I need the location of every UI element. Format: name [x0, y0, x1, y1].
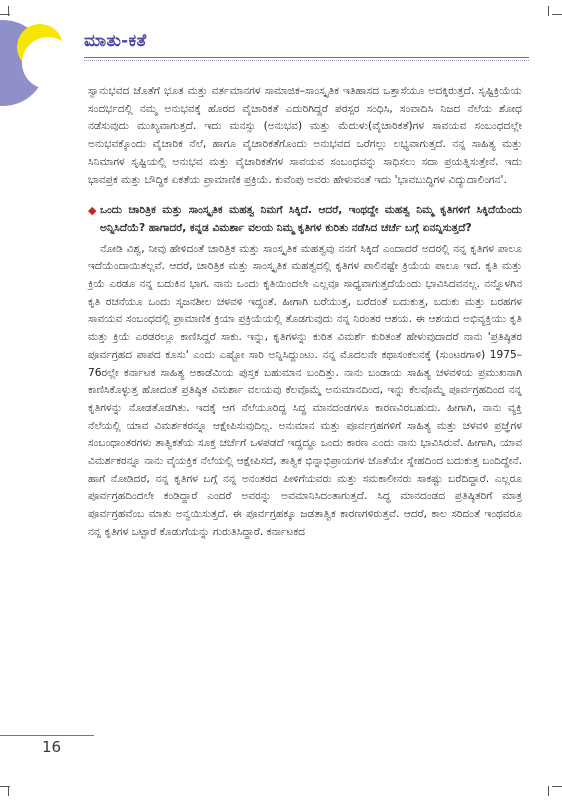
- crop-mark: [552, 786, 562, 787]
- page-number: 16: [42, 738, 62, 756]
- crop-mark: [548, 786, 549, 796]
- crop-mark: [552, 14, 562, 15]
- footer-divider: [0, 735, 94, 736]
- header-decoration-circle-white: [22, 37, 74, 89]
- crop-mark: [8, 786, 9, 796]
- section-title: ಮಾತು-ಕತೆ: [84, 31, 147, 51]
- crop-mark: [0, 786, 10, 787]
- body-paragraph: ಸ್ವಾನುಭವದ ಜೊತೆಗೆ ಭೂತ ಮತ್ತು ವರ್ತಮಾನಗಳ ಸಾಮಾಜಿಕ–ಸಾಂಸ್ಕೃತಿಕ ಇತಿಹಾಸದ ಒತ್ತಾಸೆಯೂ ಅದಕ್ಕಿರುತ್ತದೆ. ಸೃಷ್ಟಿಕ್ರಿಯೆಯ ಸಂದರ್ಭದಲ್ಲಿ ನಮ್ಮ ಅನುಭವಕ್ಕೆ ಹೊರದ ವೈಚಾರಿಕತೆ ಎದುರಿಗಿದ್ದರೆ ಪರಸ್ಪರ ಸಂಧಿಸಿ, ಸಂವಾದಿಸಿ ನಿಜದ ನೆಲೆಯ ಶೋಧ ನಡೆಸುವುದು ಮುಖ್ಯವಾಗುತ್ತದೆ. ಇದು ಮನಸ್ಸು (ಅನುಭವ) ಮತ್ತು ಮೆದುಳು(ವೈಚಾರಿಕತೆ)ಗಳ ಸಾವಯವ ಸಂಬಂಧದಲ್ಲೇ ಅನುಭವಕ್ಕೊಂದು ವೈಚಾರಿಕ ನೆಲೆ, ಹಾಗೂ ವೈಚಾರಿಕತೆಗೊಂದು ಅನುಭವದ ಒರೆಗಲ್ಲು ಲಭ್ಯವಾಗುತ್ತದೆ. ನನ್ನ ಸಾಹಿತ್ಯ ಮತ್ತು ಸಿನಿಮಾಗಳ ಸೃಷ್ಟಿಯಲ್ಲಿ ಅನುಭವ ಮತ್ತು ವೈಚಾರಿಕತೆಗಳ ಸಾವಯವ ಸಂಬಂಧವನ್ನು ಸಾಧಿಸಲು ಸದಾ ಪ್ರಯತ್ನಿಸುತ್ತೇನೆ. ಇದು ಭಾವಪ್ರಕ ಮತ್ತು ಬೌದ್ಧಿಕ ಏಕತೆಯ ಪ್ರಾಮಾಣಿಕ ಪ್ರಕ್ರಿಯೆ. ಕುವೆಂಪು ಅವರು ಹೇಳುವಂತೆ ಇದು 'ಭಾವಬುದ್ಧಿಗಳ ವಿದ್ಯುದಾಲಿಂಗನ'.: [88, 85, 522, 186]
- header-divider: [84, 57, 529, 58]
- header-divider-dotted: [84, 60, 529, 61]
- crop-mark: [548, 6, 549, 16]
- interview-answer: ನೋಡಿ ವಿಶ್ವ, ನೀವು ಹೇಳಿದಂತೆ ಚಾರಿತ್ರಿಕ ಮತ್ತು ಸಾಂಸ್ಕೃತಿಕ ಮಹತ್ವವು ನನಗೆ ಸಿಕ್ಕಿದೆ ಎಂದಾದರೆ ಅದರಲ್ಲಿ ನನ್ನ ಕೃತಿಗಳ ಪಾಲೂ ಇದೆಯೆಂದಾಯಿತಲ್ಲವೆ. ಆದರೆ, ಚಾರಿತ್ರಿಕ ಮತ್ತು ಸಾಂಸ್ಕೃತಿಕ ಮಹತ್ವದಲ್ಲಿ ಕೃತಿಗಳ ಪಾಲಿನಷ್ಟೇ ಕ್ರಿಯೆಯ ಪಾಲೂ ಇದೆ. ಕೃತಿ ಮತ್ತು ಕ್ರಿಯೆ ಎರಡೂ ನನ್ನ ಬದುಕಿನ ಭಾಗ. ನಾನು ಒಂದು ಕೃತಿಯಿಂದಲೇ ಎಲ್ಲವೂ ಸಾಧ್ಯವಾಗುತ್ತದೆಯೆಂದು ಭಾವಿಸಿದವನಲ್ಲ. ನನ್ನೊಳಗಿನ ಕೃತಿ ರಚನೆಯೂ ಒಂದು ಸೃಜನಶೀಲ ಚಳವಳಿ ಇದ್ದಂತೆ. ಹೀಗಾಗಿ ಬರೆಯುತ್ತ, ಬರೆದಂತೆ ಬದುಕುತ್ತ, ಬದುಕು ಮತ್ತು ಬರಹಗಳ ಸಾವಯವ ಸಂಬಂಧದಲ್ಲಿ ಪ್ರಾಮಾಣಿಕ ಕ್ರಿಯಾ ಪ್ರಕ್ರಿಯೆಯಲ್ಲಿ ತೊಡಗುವುದು ನನ್ನ ನಿರಂತರ ಆಶಯ. ಈ ಆಶಯದ ಅಭಿವ್ಯಕ್ತಿಯು ಕೃತಿ ಮತ್ತು ಕ್ರಿಯೆ ಎರಡರಲ್ಲೂ ಕಾಣಿಸಿದ್ದರೆ ಸಾಕು. ಇನ್ನು, ಕೃತಿಗಳನ್ನು ಕುರಿತ ವಿಮರ್ಶೆ ಕುರಿತಂತೆ ಹೇಳುವುದಾದರೆ ನಾನು 'ಪ್ರತಿಷ್ಠಿತರ ಪೂರ್ವಗ್ರಹದ ಪಾಪದ ಕೂಸು' ಎಂದು ಎಷ್ಟೋ ಸಾರಿ ಅನ್ನಿಸಿದ್ದುಂಟು. ನನ್ನ ಮೊದಲನೇ ಕಥಾಸಂಕಲನಕ್ಕೆ (ಸುಂಟರಗಾಳಿ) 1975–76ರಲ್ಲೇ ಕರ್ನಾಟಕ ಸಾಹಿತ್ಯ ಅಕಾಡೆಮಿಯ ಪುಸ್ತಕ ಬಹುಮಾನ ಬಂದಿತ್ತು. ನಾನು ಬಂಡಾಯ ಸಾಹಿತ್ಯ ಚಳವಳಿಯ ಪ್ರಮುಖನಾಗಿ ಕಾಣಿಸಿಕೊಳ್ಳುತ್ತ ಹೋದಂತೆ ಪ್ರತಿಷ್ಠಿತ ವಿಮರ್ಶಾ ವಲಯವು ಕೆಲವೊಮ್ಮೆ ಅನುಮಾನದಿಂದ, ಇನ್ನು ಕೆಲವೊಮ್ಮೆ ಪೂರ್ವಗ್ರಹದಿಂದ ನನ್ನ ಕೃತಿಗಳನ್ನು ನೋಡತೊಡಗಿತು. ಇದಕ್ಕೆ ಆಗ ನೆಲೆಯೂರಿದ್ದ ಸಿದ್ಧ ಮಾನದಂಡಗಳೂ ಕಾರಣವಿರಬಹುದು. ಹೀಗಾಗಿ, ನಾನು ವ್ಯಕ್ತಿ ನೆಲೆಯಲ್ಲಿ ಯಾವ ವಿಮರ್ಶಕರನ್ನೂ ಆಕ್ಷೇಪಿಸುವುದಿಲ್ಲ. ಅನುಮಾನ ಮತ್ತು ಪೂರ್ವಗ್ರಹಗಳಿಗೆ ಸಾಹಿತ್ಯ ಮತ್ತು ಚಳವಳಿ ಪ್ರಜ್ಞೆಗಳ ಸಂಬಂಧಾಂತರಗಳು ತಾತ್ವಿಕತೆಯ ಸೂಕ್ತ ಚರ್ಚೆಗೆ ಒಳಪಡದೆ ಇದ್ದದ್ದೂ ಒಂದು ಕಾರಣ ಎಂದು ನಾನು ಭಾವಿಸಿರುವೆ. ಹೀಗಾಗಿ, ಯಾವ ವಿಮರ್ಶಕರನ್ನೂ ನಾನು ವೈಯಕ್ತಿಕ ನೆಲೆಯಲ್ಲಿ ಆಕ್ಷೇಪಿಸದೆ, ತಾತ್ವಿಕ ಭಿನ್ನಾಭಿಪ್ರಾಯಗಳ ಜೊತೆಯೇ ಸ್ನೇಹದಿಂದ ಬದುಕುತ್ತ ಬಂದಿದ್ದೇನೆ. ಹಾಗೆ ನೋಡಿದರೆ, ನನ್ನ ಕೃತಿಗಳ ಬಗ್ಗೆ ನನ್ನ ಅನಂತರದ ಪೀಳಿಗೆಯವರು ಮತ್ತು ಸಮಕಾಲೀನರು ಸಾಕಷ್ಟು ಬರೆದಿದ್ದಾರೆ. ಎಲ್ಲರೂ ಪೂರ್ವಗ್ರಹದಿಂದಲೇ ಕಂಡಿದ್ದಾರೆ ಎಂದರೆ ಅವರನ್ನು ಅವಮಾನಿಸಿದಂತಾಗುತ್ತದೆ. ಸಿದ್ಧ ಮಾನದಂಡದ ಪ್ರತಿಷ್ಠಿತರಿಗೆ ಮಾತ್ರ ಪೂರ್ವಗ್ರಹವೆಂಬ ಮಾತು ಅನ್ವಯಿಸುತ್ತದೆ. ಈ ಪೂರ್ವಗ್ರಹಕ್ಕೂ ಜಡತಾತ್ವಿಕ ಕಾರಣಗಳಿರುತ್ತವೆ. ಆದರೆ, ಕಾಲ ಸರಿದಂತೆ ಇಂಥವರೂ ನನ್ನ ಕೃತಿಗಳ ಒಟ್ಟಾರೆ ಕೊಡುಗೆಯನ್ನು ಗುರುತಿಸಿದ್ದಾರೆ. ಕರ್ನಾಟಕದ: [88, 242, 522, 538]
- diamond-bullet-icon: ◆: [88, 204, 97, 218]
- article-body: [88, 83, 522, 542]
- question-text: ಒಂದು ಚಾರಿತ್ರಿಕ ಮತ್ತು ಸಾಂಸ್ಕೃತಿಕ ಮಹತ್ವ ನಿಮಗೆ ಸಿಕ್ಕಿದೆ. ಆದರೆ, ಇಂಥದ್ದೇ ಮಹತ್ವ ನಿಮ್ಮ ಕೃತಿಗಳಿಗೆ ಸಿಕ್ಕಿದೆಯೆಂದು ಅನ್ನಿಸಿದೆಯೆ? ಹಾಗಾದರೆ, ಕನ್ನಡ ವಿಮರ್ಶಾ ವಲಯ ನಿಮ್ಮ ಕೃತಿಗಳ ಕುರಿತು ನಡೆಸಿದ ಚರ್ಚೆ ಬಗ್ಗೆ ಏನನ್ನಿಸುತ್ತದೆ?: [100, 204, 522, 234]
- crop-mark: [0, 14, 10, 15]
- interview-question: [88, 202, 522, 237]
